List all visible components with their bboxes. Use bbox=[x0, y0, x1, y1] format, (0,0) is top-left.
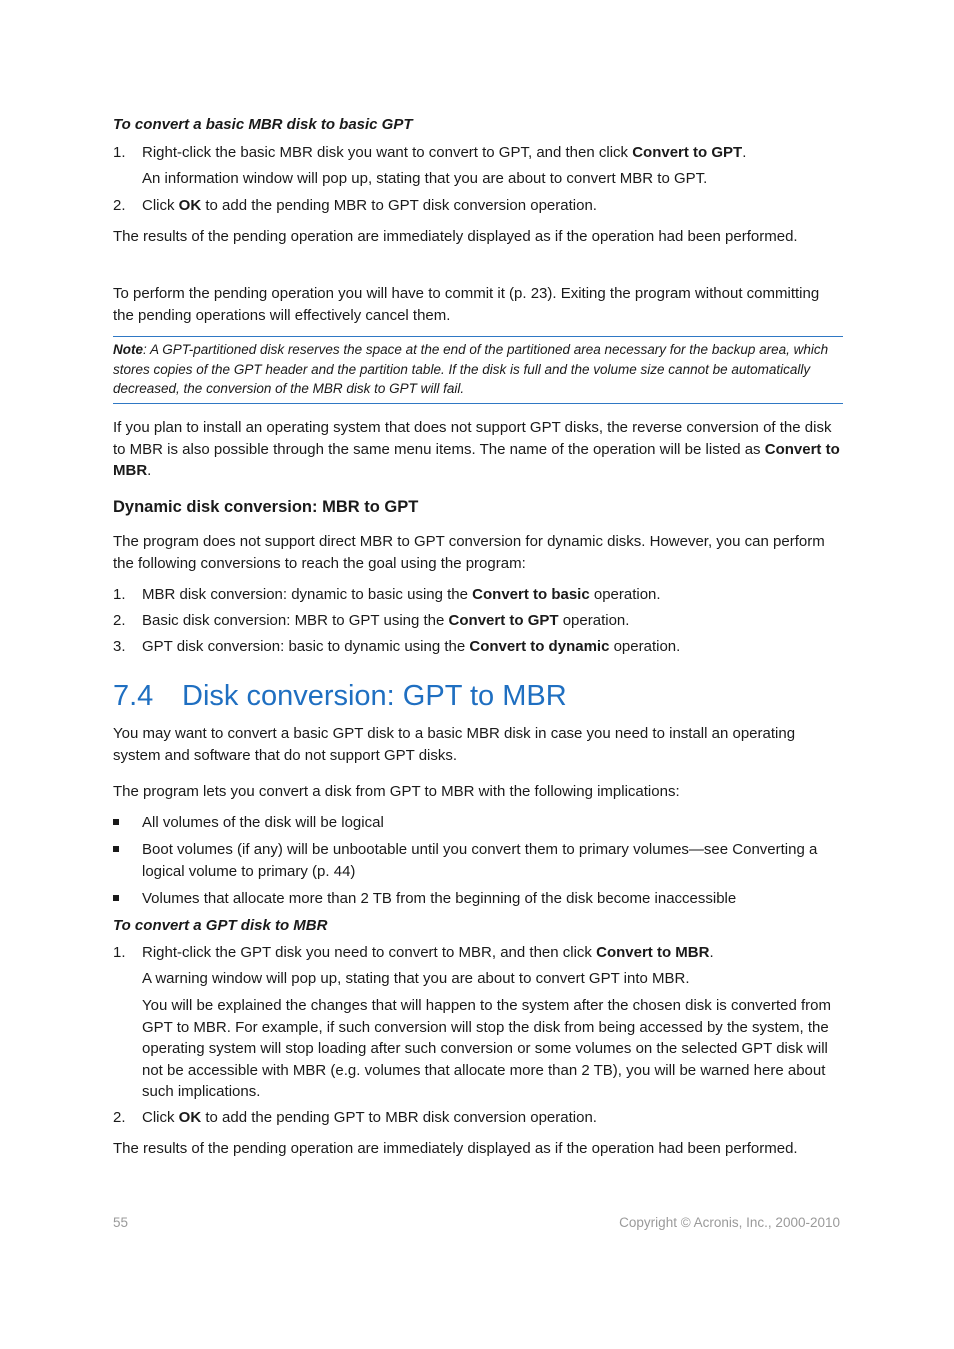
bullet-marker bbox=[113, 819, 119, 825]
list-number: 2. bbox=[113, 197, 126, 214]
subsection-heading: Dynamic disk conversion: MBR to GPT bbox=[113, 498, 419, 516]
bullet-text: Volumes that allocate more than 2 TB from the beginning of the disk become inaccessible bbox=[142, 890, 737, 907]
section-title: Disk conversion: GPT to MBR bbox=[182, 680, 567, 712]
paragraph: The program lets you convert a disk from GPT to MBR with the following implications: bbox=[113, 783, 680, 800]
list-item-text: Click OK to add the pending MBR to GPT disk conversion operation. bbox=[142, 197, 597, 214]
list-item-subtext: You will be explained the changes that will happen to the system after the chosen disk is converted from GPT to MBR. For example, if such conversion will stop the disk from being accessed by the system, the operating system will stop loading after such conversion or some volumes on the selected GPT disk will not be accessible with MBR (e.g. volumes that allocate more than 2 TB), you will be warned here about such implications. bbox=[142, 997, 832, 1100]
note-text: : A GPT-partitioned disk reserves the space at the end of the partitioned area necessary for the backup area, which stores copies of the GPT header and the partition table. If the disk is full and the volume size cannot be automatically decreased, the conversion of the MBR disk to GPT will fail. bbox=[113, 342, 829, 396]
list-item-text: Click OK to add the pending GPT to MBR disk conversion operation. bbox=[142, 1109, 597, 1126]
list-item-text: Right-click the GPT disk you need to convert to MBR, and then click Convert to MBR. bbox=[142, 944, 714, 961]
list-number: 1. bbox=[113, 944, 126, 961]
paragraph: You may want to convert a basic GPT disk to a basic MBR disk in case you need to install an operating system and software that do not support GPT disks. bbox=[113, 725, 796, 764]
bullet-text: All volumes of the disk will be logical bbox=[142, 814, 384, 831]
paragraph: To perform the pending operation you will have to commit it (p. 23). Exiting the program without committing the pending operations will effectively cancel them. bbox=[113, 285, 820, 324]
paragraph: The program does not support direct MBR to GPT conversion for dynamic disks. However, you can perform the following conversions to reach the goal using the program: bbox=[113, 533, 825, 572]
procedure-title-mbr-to-gpt: To convert a basic MBR disk to basic GPT bbox=[113, 116, 413, 133]
page-number: 55 bbox=[113, 1215, 129, 1230]
list-number: 1. bbox=[113, 586, 126, 603]
paragraph: If you plan to install an operating system that does not support GPT disks, the reverse conversion of the disk to MBR is also possible through the same menu items. The name of the operation will be listed as Convert to MBR. bbox=[113, 419, 840, 479]
list-item-subtext: A warning window will pop up, stating that you are about to convert GPT into MBR. bbox=[142, 970, 690, 987]
list-item-text: Basic disk conversion: MBR to GPT using the Convert to GPT operation. bbox=[142, 612, 630, 629]
procedure-title-gpt-to-mbr: To convert a GPT disk to MBR bbox=[113, 917, 328, 934]
list-item-subtext: An information window will pop up, stating that you are about to convert MBR to GPT. bbox=[142, 170, 708, 187]
list-number: 3. bbox=[113, 638, 126, 655]
list-item-text: MBR disk conversion: dynamic to basic using the Convert to basic operation. bbox=[142, 586, 661, 603]
paragraph: The results of the pending operation are immediately displayed as if the operation had been performed. bbox=[113, 228, 798, 245]
list-number: 1. bbox=[113, 144, 126, 161]
section-heading bbox=[113, 679, 841, 713]
list-number: 2. bbox=[113, 612, 126, 629]
note-label: Note bbox=[113, 342, 143, 357]
bullet-text: Boot volumes (if any) will be unbootable until you convert them to primary volumes—see Converting a logical volume to primary (p. 44) bbox=[142, 841, 818, 880]
list-number: 2. bbox=[113, 1109, 126, 1126]
note-box bbox=[113, 336, 843, 404]
copyright: Copyright © Acronis, Inc., 2000-2010 bbox=[619, 1215, 840, 1230]
list-item-text: GPT disk conversion: basic to dynamic using the Convert to dynamic operation. bbox=[142, 638, 681, 655]
bullet-marker bbox=[113, 895, 119, 901]
list-item-text: Right-click the basic MBR disk you want to convert to GPT, and then click Convert to GPT. bbox=[142, 144, 747, 161]
section-number: 7.4 bbox=[113, 680, 154, 712]
bullet-marker bbox=[113, 846, 119, 852]
paragraph: The results of the pending operation are immediately displayed as if the operation had been performed. bbox=[113, 1140, 798, 1157]
